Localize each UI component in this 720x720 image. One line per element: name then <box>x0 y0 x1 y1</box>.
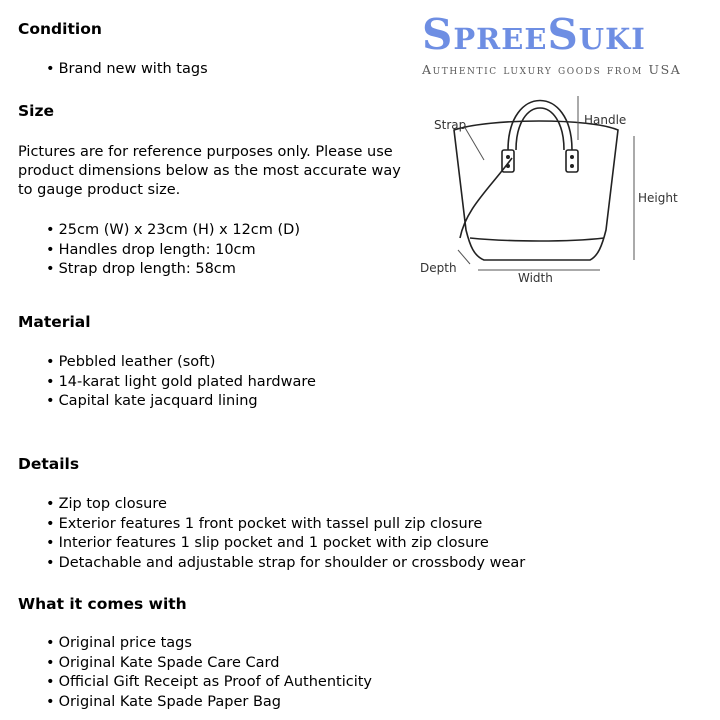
list-item: • Pebbled leather (soft) <box>46 353 316 373</box>
label-strap: Strap <box>434 118 467 132</box>
list-item: • Capital kate jacquard lining <box>46 392 316 412</box>
logo-subtitle: Authentic luxury goods from USA <box>422 62 682 77</box>
bag-dimension-diagram <box>410 88 710 293</box>
list-item: • 14-karat light gold plated hardware <box>46 373 316 393</box>
label-depth: Depth <box>420 261 457 275</box>
condition-heading: Condition <box>18 20 102 38</box>
list-item: • Original Kate Spade Paper Bag <box>46 693 372 713</box>
label-handle: Handle <box>584 113 627 127</box>
list-item: • Official Gift Receipt as Proof of Authenticity <box>46 673 372 693</box>
list-item: • Interior features 1 slip pocket and 1 pocket with zip closure <box>46 534 525 554</box>
size-heading: Size <box>18 102 55 120</box>
condition-list <box>46 60 208 80</box>
list-item: • Original Kate Spade Care Card <box>46 654 372 674</box>
brand-logo <box>422 10 718 77</box>
material-list <box>46 353 316 412</box>
list-item: • Zip top closure <box>46 495 525 515</box>
list-item: • Detachable and adjustable strap for shoulder or crossbody wear <box>46 554 525 574</box>
bag-strap <box>460 158 512 238</box>
list-item: • 25cm (W) x 23cm (H) x 12cm (D) <box>46 221 300 241</box>
details-heading: Details <box>18 455 80 473</box>
material-heading: Material <box>18 313 91 331</box>
label-height: Height <box>638 191 678 205</box>
comes-with-heading: What it comes with <box>18 595 187 613</box>
comes-with-list <box>46 634 372 712</box>
list-item: • Original price tags <box>46 634 372 654</box>
list-item: • Exterior features 1 front pocket with tassel pull zip closure <box>46 515 525 535</box>
bag-handle-inner <box>516 108 564 150</box>
list-item: • Strap drop length: 58cm <box>46 260 300 280</box>
label-width: Width <box>518 271 553 285</box>
size-list <box>46 221 300 280</box>
list-item: • Handles drop length: 10cm <box>46 241 300 261</box>
clasp-right <box>566 150 578 172</box>
strap-pointer <box>464 126 484 160</box>
depth-measure-line <box>458 250 470 264</box>
bag-base-line <box>470 238 604 241</box>
details-list <box>46 495 525 573</box>
list-item: • Brand new with tags <box>46 60 208 80</box>
size-note: Pictures are for reference purposes only. Please use product dimensions below as the most accurate way to gauge product size. <box>18 144 401 198</box>
logo-title: SpreeSuki <box>422 10 646 59</box>
